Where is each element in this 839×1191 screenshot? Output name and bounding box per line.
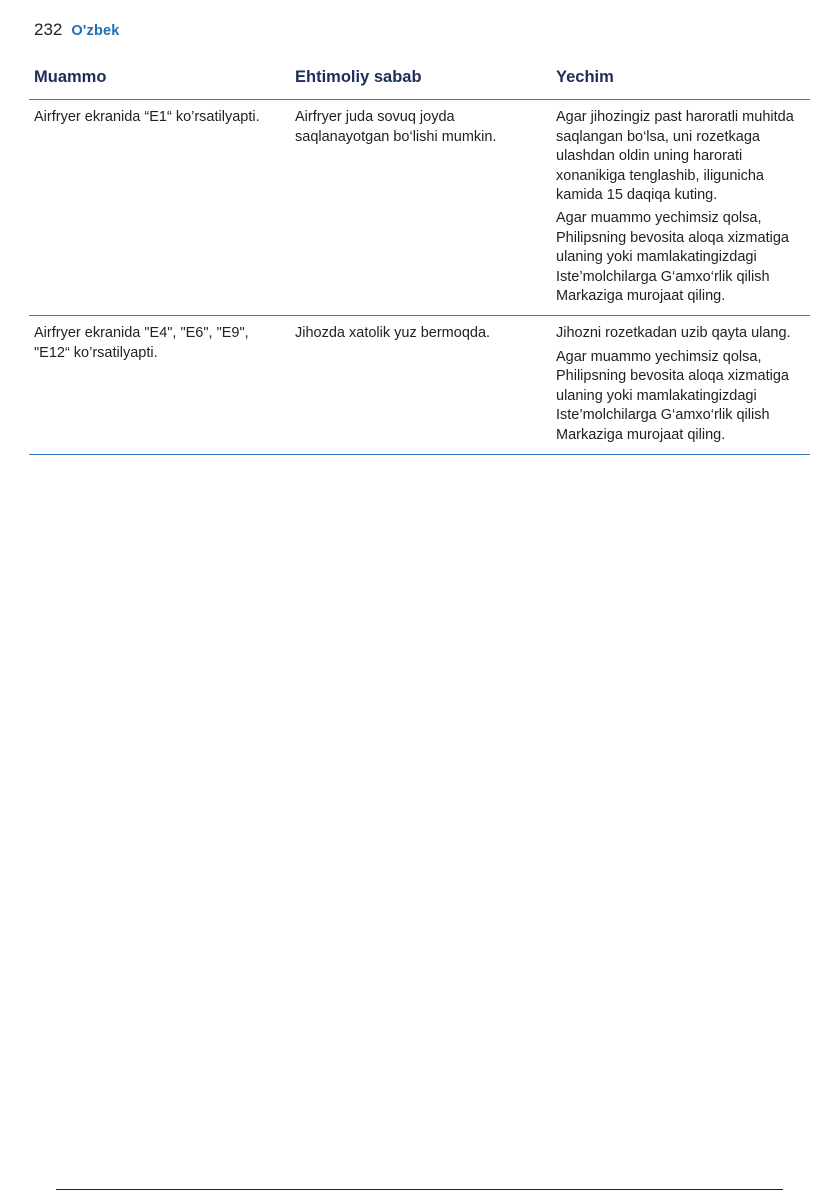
solution-paragraph: Agar muammo yechimsiz qolsa, Philipsning bevosita aloqa xizmatiga ulaning yoki mamlakatingizdagi Iste’molchilarga G‘amxo‘rlik qilish Markaziga murojaat qiling. [556, 348, 789, 443]
table-row [29, 100, 810, 316]
page-header [34, 20, 120, 40]
cause-cell: Jihozda xatolik yuz bermoqda. [295, 325, 491, 342]
solution-paragraph: Agar jihozingiz past haroratli muhitda saqlangan bo‘lsa, uni rozetkaga ulashdan oldin uning harorati xonanikiga tenglashib, iligunicha kamida 15 daqiqa kuting. [556, 109, 794, 204]
problem-cell: Airfryer ekranida "E4", "E6", "E9", "E12“ ko’rsatilyapti. [34, 325, 249, 361]
language-label: O'zbek [71, 23, 120, 39]
column-header-solution: Yechim [556, 68, 614, 86]
problem-cell: Airfryer ekranida “E1“ ko’rsatilyapti. [34, 109, 260, 126]
troubleshooting-table [29, 62, 810, 455]
solution-cell [551, 108, 810, 306]
cause-cell: Airfryer juda sovuq joyda saqlanayotgan bo‘lishi mumkin. [295, 109, 497, 145]
solution-cell [551, 324, 810, 444]
table-header-row [29, 62, 810, 100]
solution-paragraph: Agar muammo yechimsiz qolsa, Philipsning bevosita aloqa xizmatiga ulaning yoki mamlakatingizdagi Iste’molchilarga G‘amxo‘rlik qilish Markaziga murojaat qiling. [556, 210, 789, 305]
column-header-problem: Muammo [34, 68, 107, 86]
column-header-cause: Ehtimoliy sabab [295, 68, 422, 86]
page-number: 232 [34, 20, 63, 39]
solution-paragraph: Jihozni rozetkadan uzib qayta ulang. [556, 325, 791, 342]
footer-rule [56, 1189, 783, 1190]
table-row [29, 316, 810, 454]
